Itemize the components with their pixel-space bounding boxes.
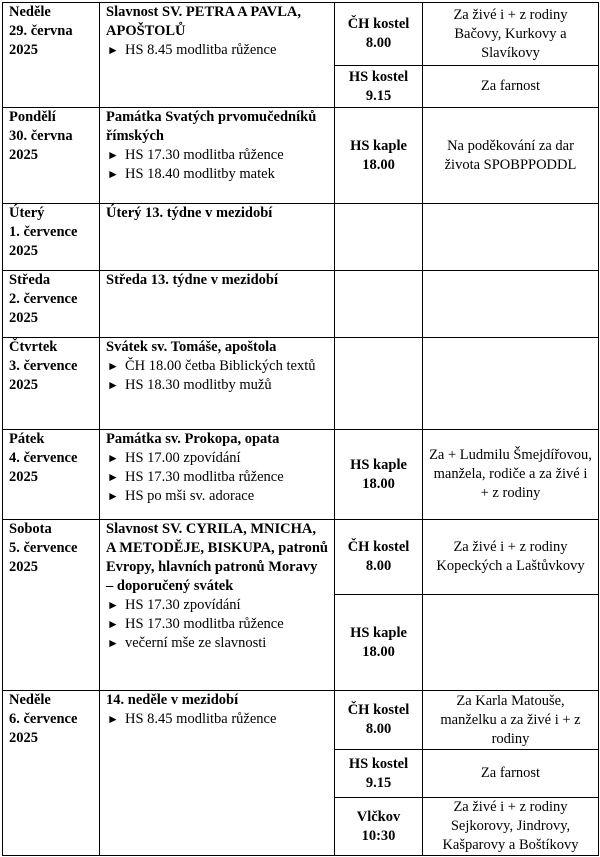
- liturgy-cell: [100, 3, 335, 108]
- mass-intention: [423, 271, 599, 338]
- arrow-right-icon: ►: [107, 148, 119, 162]
- program-item: ► HS po mši sv. adorace: [107, 488, 255, 504]
- mass-time: 9.15: [365, 774, 392, 791]
- mass-intention: Za živé i + z rodiny Sejkorovy, Jindrovy, Kašparovy a Boštíkovy: [423, 798, 599, 856]
- arrow-right-icon: ►: [107, 378, 119, 392]
- program-item: ► HS 18.40 modlitby matek: [107, 166, 275, 182]
- liturgy-cell: [100, 271, 335, 338]
- mass-schedule-table: [2, 2, 599, 856]
- program-item: ► HS 18.30 modlitby mužů: [107, 377, 272, 393]
- mass-place-cell: [335, 271, 423, 338]
- program-item: ► HS 8.45 modlitba růžence: [107, 711, 277, 727]
- table-row: [3, 108, 599, 204]
- mass-place: HS kaple: [350, 624, 407, 641]
- mass-place-cell: [335, 595, 423, 691]
- table-row: [3, 271, 599, 338]
- program-item: ► HS 17.30 modlitba růžence: [107, 147, 284, 163]
- mass-place: ČH kostel: [347, 539, 410, 555]
- day-year: 2025: [9, 730, 38, 746]
- liturgy-title: Středa 13. týdne v mezidobí: [106, 272, 278, 288]
- day-year: 2025: [9, 147, 38, 163]
- day-year: 2025: [9, 377, 38, 393]
- mass-place: HS kaple: [350, 456, 407, 473]
- mass-place: HS kostel: [348, 755, 409, 772]
- mass-intention: Na poděkování za dar života SPOBPPODDL: [423, 108, 599, 204]
- arrow-right-icon: ►: [107, 636, 119, 650]
- mass-place: HS kaple: [350, 137, 407, 154]
- arrow-right-icon: ►: [107, 617, 119, 631]
- mass-time: 18.00: [362, 156, 395, 173]
- day-cell: [3, 520, 100, 691]
- arrow-right-icon: ►: [107, 712, 119, 726]
- day-cell: [3, 3, 100, 108]
- program-item: ► HS 17.30 modlitba růžence: [107, 616, 284, 632]
- mass-place-cell: [335, 750, 423, 798]
- program-item: ► HS 8.45 modlitba růžence: [107, 42, 277, 58]
- program-item: ► HS 17.00 zpovídání: [107, 450, 241, 466]
- day-name: Sobota: [9, 521, 52, 537]
- mass-place: HS kostel: [348, 68, 409, 85]
- mass-place: ČH kostel: [347, 16, 410, 32]
- day-date: 4. července: [9, 450, 78, 466]
- day-year: 2025: [9, 310, 38, 326]
- liturgy-cell: [100, 691, 335, 856]
- liturgy-title: Úterý 13. týdne v mezidobí: [106, 205, 273, 221]
- day-date: 30. června: [9, 128, 73, 144]
- program-item: ► ČH 18.00 četba Biblických textů: [107, 358, 316, 374]
- table-row: [3, 520, 599, 595]
- program-item: ► večerní mše ze slavnosti: [107, 635, 267, 651]
- table-row: [3, 430, 599, 520]
- table-row: [3, 338, 599, 430]
- day-year: 2025: [9, 559, 38, 575]
- program-item: ► HS 17.30 zpovídání: [107, 597, 241, 613]
- day-date: 1. července: [9, 224, 78, 240]
- day-name: Pátek: [9, 431, 45, 447]
- day-cell: [3, 430, 100, 520]
- arrow-right-icon: ►: [107, 43, 119, 57]
- liturgy-cell: [100, 108, 335, 204]
- day-cell: [3, 204, 100, 271]
- mass-intention: [423, 204, 599, 271]
- mass-intention: Za farnost: [423, 66, 599, 108]
- mass-time: 8.00: [365, 35, 392, 51]
- day-date: 6. července: [9, 711, 78, 727]
- day-cell: [3, 338, 100, 430]
- liturgy-title: 14. neděle v mezidobí: [106, 692, 239, 708]
- liturgy-title: Svátek sv. Tomáše, apoštola: [106, 339, 277, 355]
- mass-place-cell: [335, 66, 423, 108]
- liturgy-cell: [100, 520, 335, 691]
- mass-place-cell: [335, 338, 423, 430]
- mass-intention: Za živé i + z rodiny Kopeckých a Laštůvkovy: [423, 520, 599, 595]
- liturgy-cell: [100, 430, 335, 520]
- day-name: Pondělí: [9, 109, 56, 125]
- mass-place: ČH kostel: [347, 702, 410, 718]
- mass-time: 18.00: [362, 643, 395, 660]
- arrow-right-icon: ►: [107, 489, 119, 503]
- mass-intention: [423, 595, 599, 691]
- mass-intention: Za Karla Matouše, manželku a za živé i + z rodiny: [423, 691, 599, 750]
- mass-time: 9.15: [365, 87, 392, 104]
- liturgy-title: Památka Svatých prvomučedníků římských: [106, 109, 317, 144]
- mass-intention: Za + Ludmilu Šmejdířovou, manžela, rodiče a za živé i + z rodiny: [423, 430, 599, 520]
- mass-place-cell: [335, 204, 423, 271]
- liturgy-title: Památka sv. Prokopa, opata: [106, 431, 280, 447]
- mass-place-cell: [335, 691, 423, 750]
- arrow-right-icon: ►: [107, 359, 119, 373]
- mass-place-cell: [335, 798, 423, 856]
- mass-place-cell: [335, 520, 423, 595]
- liturgy-cell: [100, 204, 335, 271]
- arrow-right-icon: ►: [107, 598, 119, 612]
- liturgy-cell: [100, 338, 335, 430]
- mass-time: 8.00: [365, 558, 392, 574]
- day-date: 5. července: [9, 540, 78, 556]
- liturgy-title: Slavnost SV. PETRA A PAVLA, APOŠTOLŮ: [106, 4, 302, 39]
- day-cell: [3, 108, 100, 204]
- day-year: 2025: [9, 469, 38, 485]
- day-date: 2. července: [9, 291, 78, 307]
- mass-place: Vlčkov: [356, 808, 401, 825]
- mass-place-cell: [335, 3, 423, 66]
- mass-time: 18.00: [362, 475, 395, 492]
- mass-place-cell: [335, 430, 423, 520]
- day-cell: [3, 271, 100, 338]
- day-name: Neděle: [9, 4, 51, 20]
- day-cell: [3, 691, 100, 856]
- day-name: Úterý: [9, 205, 45, 221]
- day-name: Neděle: [9, 692, 51, 708]
- day-date: 29. června: [9, 23, 73, 39]
- liturgy-title: Slavnost SV. CYRILA, MNICHA, A METODĚJE, BISKUPA, patronů Evropy, hlavních patronů Moravy – doporučený svátek: [106, 521, 328, 594]
- day-year: 2025: [9, 42, 38, 58]
- program-item: ► HS 17.30 modlitba růžence: [107, 469, 284, 485]
- day-name: Čtvrtek: [9, 339, 58, 355]
- arrow-right-icon: ►: [107, 470, 119, 484]
- arrow-right-icon: ►: [107, 167, 119, 181]
- table-row: [3, 691, 599, 750]
- mass-intention: [423, 338, 599, 430]
- mass-intention: Za živé i + z rodiny Bačovy, Kurkovy a Slavíkovy: [423, 3, 599, 66]
- day-year: 2025: [9, 243, 38, 259]
- day-date: 3. července: [9, 358, 78, 374]
- mass-place-cell: [335, 108, 423, 204]
- arrow-right-icon: ►: [107, 451, 119, 465]
- table-row: [3, 204, 599, 271]
- mass-intention: Za farnost: [423, 750, 599, 798]
- mass-time: 10:30: [361, 827, 396, 844]
- day-name: Středa: [9, 272, 51, 288]
- table-row: [3, 3, 599, 66]
- mass-time: 8.00: [365, 721, 392, 737]
